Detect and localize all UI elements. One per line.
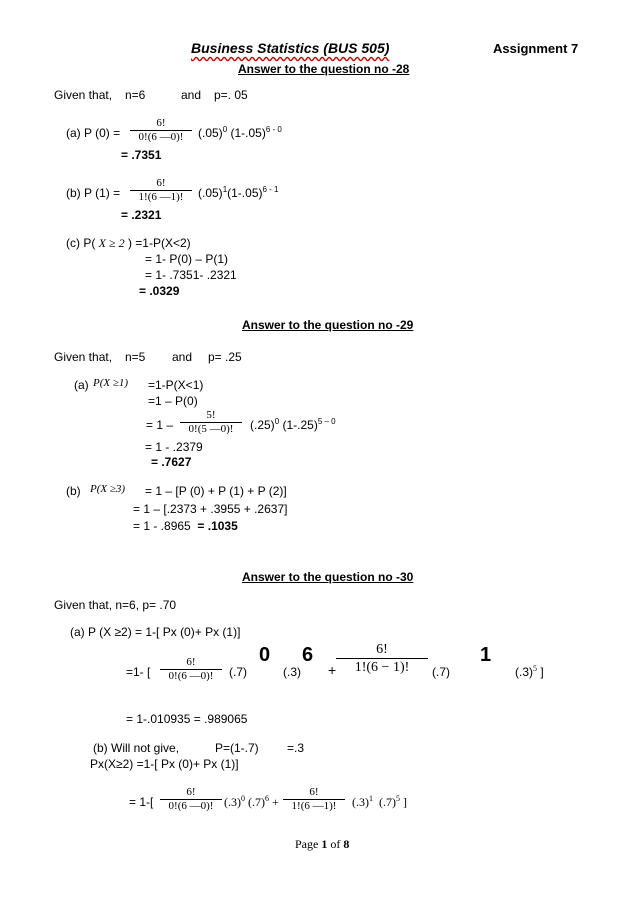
- q28-given-and: and: [181, 88, 202, 102]
- q29-b-line2: = 1 – [.2373 + .3955 + .2637]: [133, 502, 288, 516]
- q30-a-term-4: $(.3)^5$ ]: [515, 664, 544, 679]
- q30-a-plus: +: [328, 662, 337, 678]
- q29-heading: Answer to the question no -29: [242, 318, 414, 332]
- q30-a-term-2: (.3): [283, 665, 301, 679]
- q30-a-exp-0: 0: [259, 644, 271, 666]
- q28-b-result: = .2321: [121, 208, 162, 222]
- q29-a-numerator: 5!: [206, 409, 216, 421]
- q30-a-term-1: (.7): [229, 665, 247, 679]
- q30-a-lhs: =1- [: [126, 665, 151, 679]
- q30-b-denominator-1: 0!(6 —0)!: [160, 799, 222, 813]
- q29-given-n: n=5: [125, 350, 146, 364]
- q28-a-result: = .7351: [121, 148, 162, 162]
- q30-a-term-3: (.7): [432, 665, 450, 679]
- q30-a-result: = 1-.010935 = .989065: [126, 712, 248, 726]
- q30-given: Given that, n=6, p= .70: [54, 598, 177, 612]
- q30-b-fraction-2: [283, 786, 345, 813]
- q30-b-numerator-2: 6!: [309, 786, 319, 798]
- q28-c-line1: (c) P( X ≥ 2 ) =1-P(X<2): [66, 236, 191, 250]
- q30-a-denominator-1: 0!(6 —0)!: [160, 669, 222, 683]
- q30-heading: Answer to the question no -30: [242, 570, 414, 584]
- q30-b-terms-1: $(.3)^0$ $(.7)^6$ +: [224, 794, 279, 809]
- q29-a-rest: $(.25)^0$ $(1-.25)^{5 - 0}$: [250, 417, 336, 432]
- q28-given-n: n=6: [125, 88, 146, 102]
- q29-b-px: P(X ≥3): [90, 483, 126, 495]
- q30-a-numerator-2: 6!: [376, 642, 388, 657]
- q28-b-fraction: [130, 177, 192, 204]
- q30-a-line1: (a) P (X ≥2) = 1-[ Px (0)+ Px (1)]: [70, 625, 241, 639]
- page-number: Page 1 of 8: [295, 837, 350, 851]
- q28-a-lhs: (a) P (0) =: [66, 126, 121, 140]
- q28-c-line2: = 1- P(0) – P(1): [145, 252, 229, 266]
- q28-c-line3: = 1- .7351- .2321: [145, 268, 237, 282]
- q28-b-denominator: 1!(6 —1)!: [130, 190, 192, 204]
- q29-a-fraction: [180, 409, 242, 436]
- q29-a-line3-lhs: = 1 –: [146, 418, 174, 432]
- q30-a-numerator-1: 6!: [186, 656, 196, 668]
- q28-c-result: = .0329: [139, 284, 180, 298]
- q30-b-numerator-1: 6!: [186, 786, 196, 798]
- q30-b-line1-c: =.3: [287, 741, 305, 755]
- q28-a-rest: $(.05)^0$ $(1-.05)^{6 - 0}$: [198, 125, 282, 140]
- q28-heading: Answer to the question no -28: [238, 62, 410, 76]
- q30-b-lhs: = 1-[: [129, 795, 154, 809]
- q29-a-denominator: 0!(5 —0)!: [180, 422, 242, 436]
- q29-given-and: and: [172, 350, 193, 364]
- q29-a-result: = .7627: [151, 455, 192, 469]
- q30-a-exp-6: 6: [302, 644, 314, 666]
- q29-a-label: (a): [74, 378, 89, 392]
- q30-a-denominator-2: 1!(6 − 1)!: [336, 658, 428, 676]
- document-title: Business Statistics (BUS 505): [191, 40, 390, 56]
- q28-a-denominator: 0!(6 —0)!: [130, 130, 192, 144]
- q28-given-label: Given that,: [54, 88, 113, 102]
- q28-given-p: p=. 05: [214, 88, 248, 102]
- q29-a-line4: = 1 - .2379: [145, 440, 203, 454]
- q28-a-numerator: 6!: [156, 117, 166, 129]
- q29-a-line1: =1-P(X<1): [148, 378, 204, 392]
- q30-b-line1-a: (b) Will not give,: [93, 741, 180, 755]
- q28-b-numerator: 6!: [156, 177, 166, 189]
- q30-b-denominator-2: 1!(6 —1)!: [283, 799, 345, 813]
- q30-a-exp-1: 1: [480, 644, 492, 666]
- q29-a-px: P(X ≥1): [93, 377, 129, 389]
- q29-b-line3: = 1 - .8965 = .1035: [133, 519, 238, 533]
- q30-b-line2: Px(X≥2) =1-[ Px (0)+ Px (1)]: [90, 757, 239, 771]
- q28-b-lhs: (b) P (1) =: [66, 186, 121, 200]
- q30-a-fraction-1: [160, 656, 222, 683]
- q29-a-line2: =1 – P(0): [148, 394, 198, 408]
- q29-given-p: p= .25: [208, 350, 242, 364]
- q29-given-label: Given that,: [54, 350, 113, 364]
- q29-b-line1: = 1 – [P (0) + P (1) + P (2)]: [145, 484, 287, 498]
- q28-a-fraction: [130, 117, 192, 144]
- q30-a-fraction-2: [336, 641, 428, 676]
- q30-b-line1-b: P=(1-.7): [215, 741, 259, 755]
- q30-b-terms-2: $(.3)^1$ $(.7)^5$ ]: [352, 794, 407, 809]
- q29-b-label: (b): [66, 484, 81, 498]
- q30-b-fraction-1: [160, 786, 222, 813]
- q28-b-rest: $(.05)^1(1-.05)^{6 - 1}$: [198, 185, 279, 200]
- assignment-label: Assignment 7: [493, 41, 579, 56]
